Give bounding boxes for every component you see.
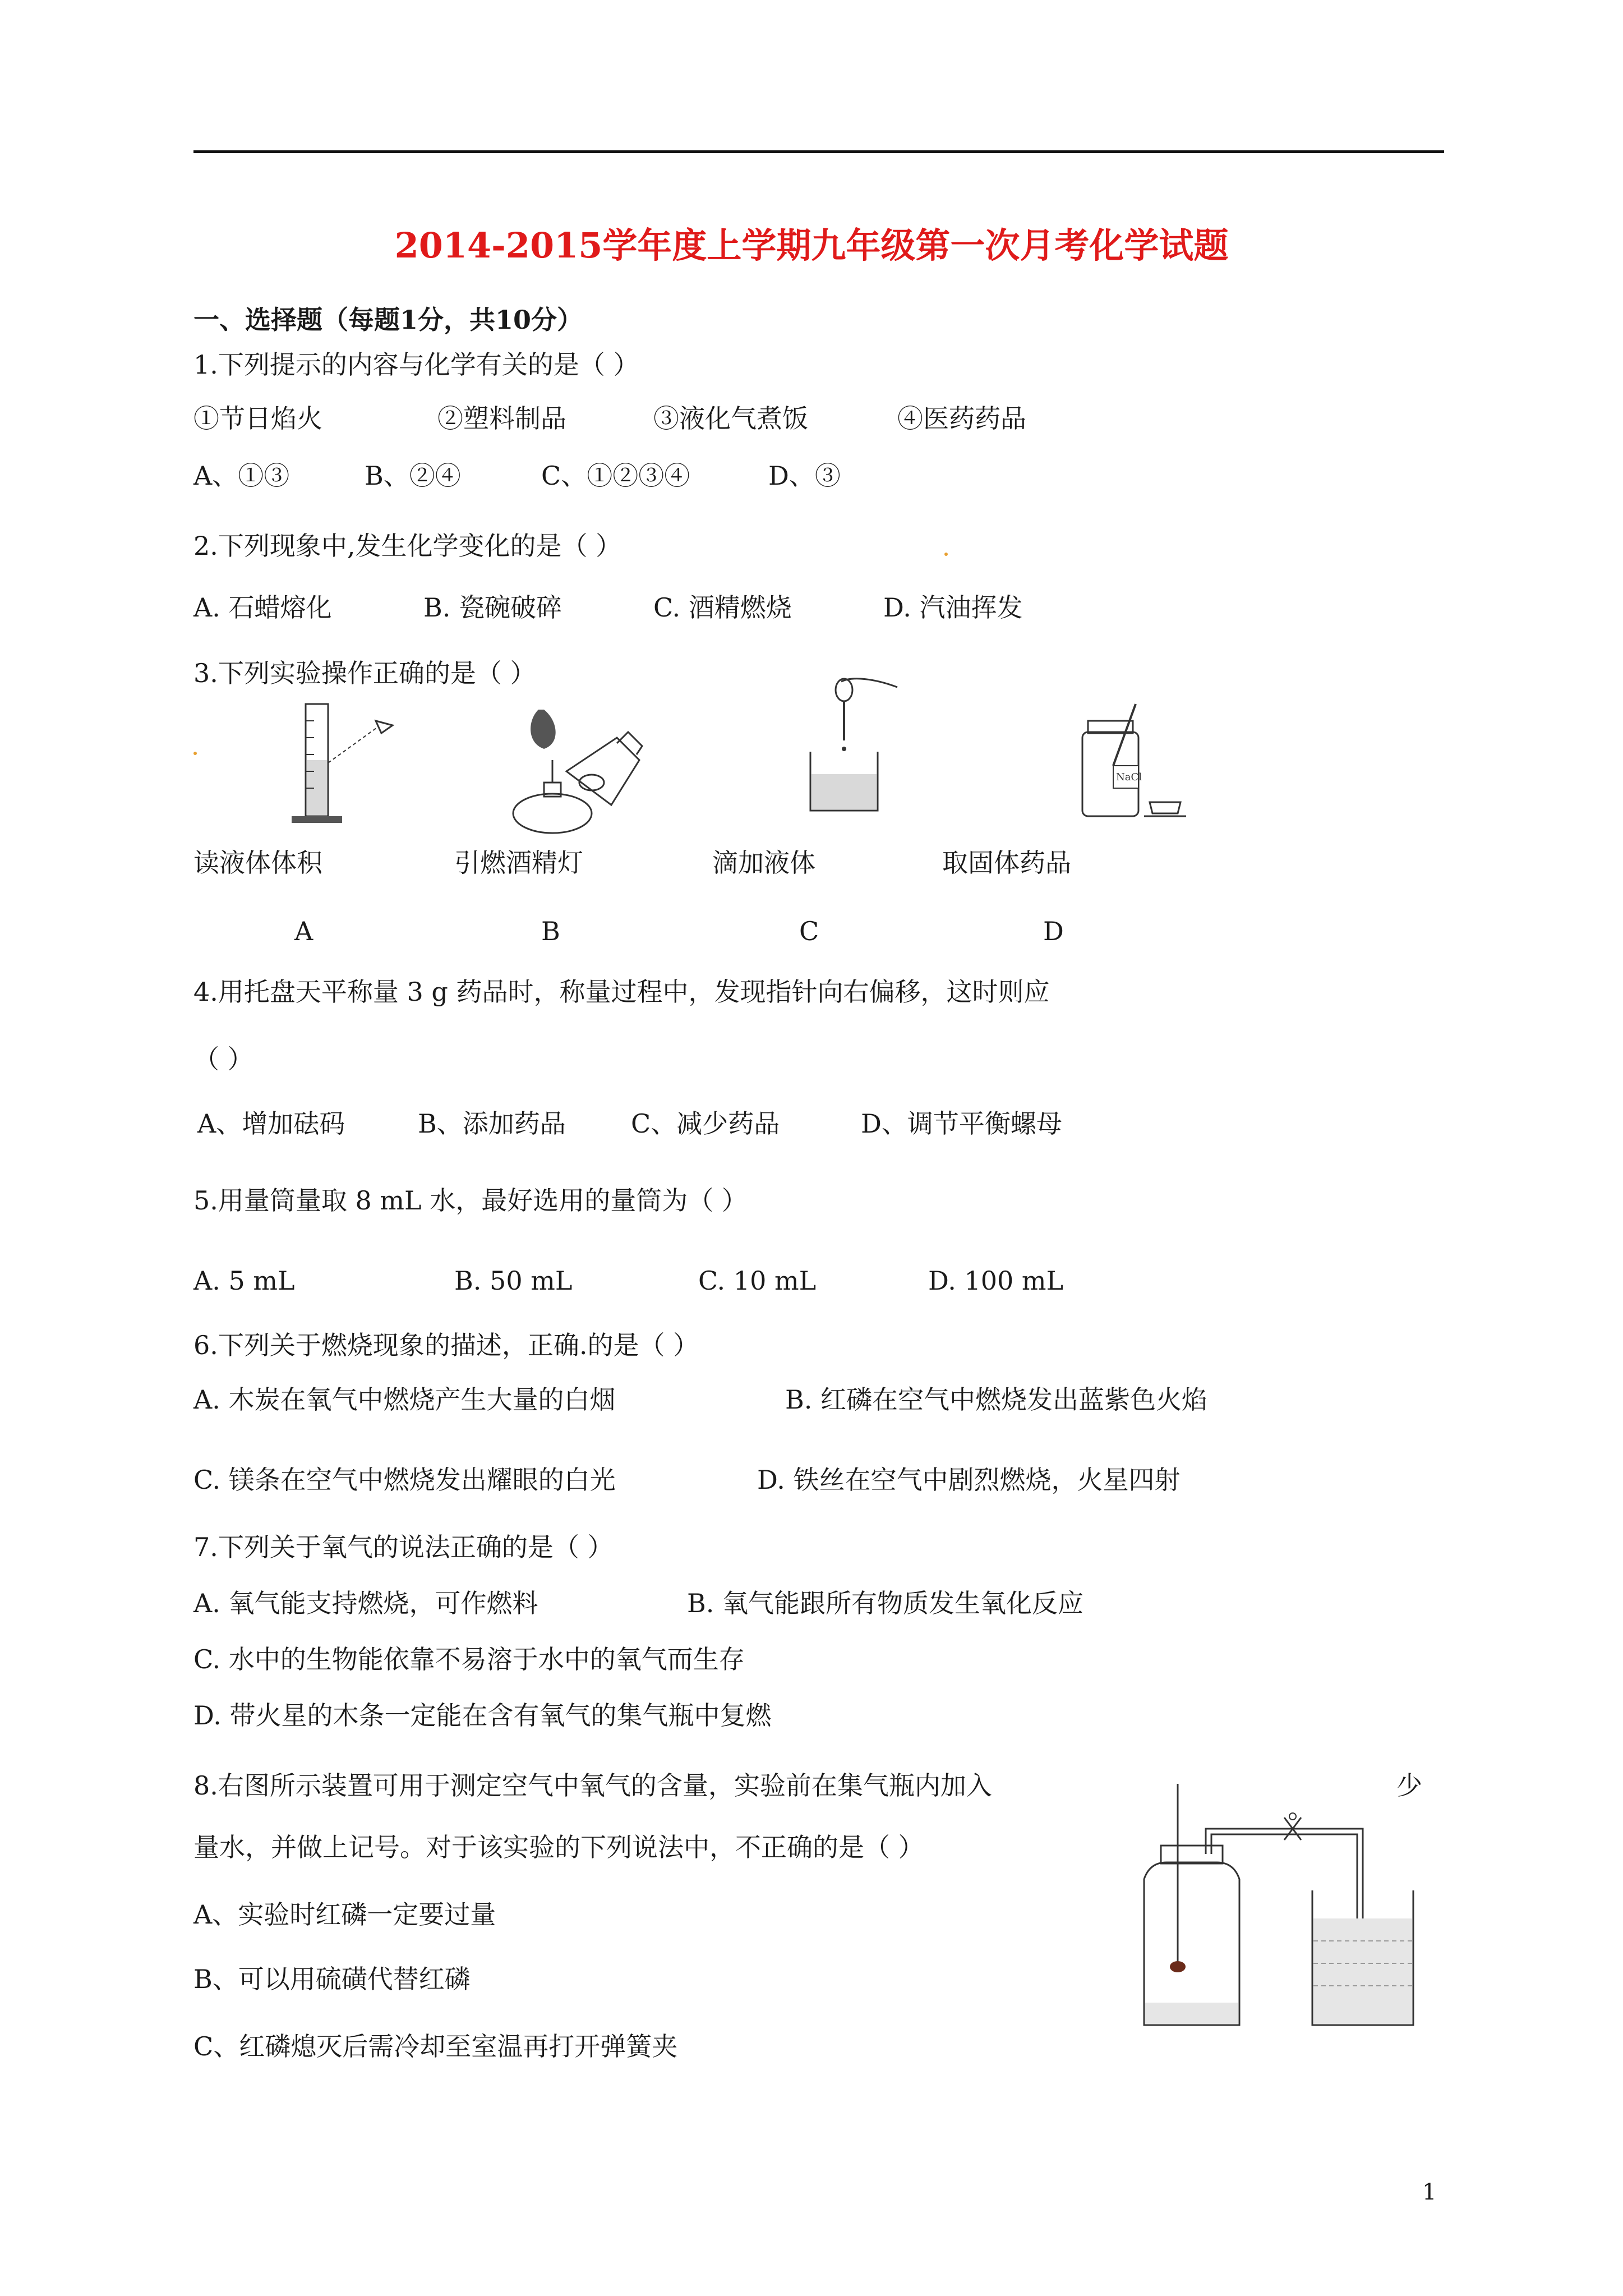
graduated-cylinder-figure: [280, 698, 404, 833]
q7-option-a: A. 氧气能支持燃烧，可作燃料: [193, 1588, 538, 1618]
q5-option-c: C. 10 mL: [698, 1266, 817, 1296]
q4-option-b: B、添加药品: [418, 1108, 566, 1139]
question-1-stem: 1.下列提示的内容与化学有关的是（ ）: [193, 349, 639, 380]
q1-option-c: C、①②③④: [541, 461, 690, 491]
q6-option-a: A. 木炭在氧气中燃烧产生大量的白烟: [193, 1384, 616, 1415]
q5-option-d: D. 100 mL: [928, 1266, 1064, 1296]
section-heading: 一、选择题（每题1分，共10分）: [193, 305, 583, 335]
q1-item-4: ④医药药品: [897, 403, 1026, 434]
q1-item-3: ③液化气煮饭: [653, 403, 808, 434]
question-7-stem: 7.下列关于氧气的说法正确的是（ ）: [193, 1532, 614, 1562]
q1-item-1: ①节日焰火: [193, 403, 322, 434]
question-3-stem: 3.下列实验操作正确的是（ ）: [193, 658, 536, 688]
q6-option-b: B. 红磷在空气中燃烧发出蓝紫色火焰: [785, 1384, 1208, 1415]
q8-option-b: B、可以用硫磺代替红磷: [193, 1964, 471, 1994]
q7-option-d: D. 带火星的木条一定能在含有氧气的集气瓶中复燃: [193, 1700, 772, 1731]
question-2-stem: 2.下列现象中,发生化学变化的是（ ）: [193, 531, 622, 561]
q2-option-b: B. 瓷碗破碎: [423, 592, 562, 623]
dropper-beaker-figure: [796, 673, 914, 819]
q5-option-b: B. 50 mL: [454, 1266, 573, 1296]
solid-reagent-jar-figure: [1071, 698, 1195, 822]
jar-label: NaCl: [1116, 771, 1142, 783]
q1-option-d: D、③: [768, 461, 841, 491]
q2-option-d: D. 汽油挥发: [883, 592, 1023, 623]
q6-option-c: C. 镁条在空气中燃烧发出耀眼的白光: [193, 1465, 616, 1495]
question-6-stem: 6.下列关于燃烧现象的描述，正确.的是（ ）: [193, 1330, 699, 1360]
q3-caption-a: 读液体体积: [193, 848, 322, 878]
q3-caption-b: 引燃酒精灯: [454, 848, 583, 878]
q6-option-d: D. 铁丝在空气中剧烈燃烧，火星四射: [757, 1465, 1181, 1495]
oxygen-content-apparatus-figure: [1133, 1778, 1436, 2036]
q4-option-d: D、调节平衡螺母: [861, 1108, 1062, 1139]
question-4-paren: （ ）: [193, 1044, 253, 1074]
question-4-stem: 4.用托盘天平称量 3 g 药品时，称量过程中，发现指针向右偏移，这时则应: [193, 977, 1050, 1007]
q7-option-b: B. 氧气能跟所有物质发生氧化反应: [687, 1588, 1084, 1618]
q3-caption-d: 取固体药品: [942, 848, 1071, 878]
question-8-stem-tail: 少: [1396, 1770, 1422, 1801]
q4-option-c: C、减少药品: [631, 1108, 780, 1139]
q3-letter-a: A: [294, 916, 313, 946]
q1-option-b: B、②④: [365, 461, 461, 491]
ink-speck: [944, 553, 948, 556]
page-number: 1: [1422, 2179, 1437, 2205]
q1-option-a: A、①③: [193, 461, 290, 491]
q5-option-a: A. 5 mL: [193, 1266, 295, 1296]
q3-letter-b: B: [541, 916, 560, 946]
q2-option-c: C. 酒精燃烧: [653, 592, 792, 623]
question-8-stem-line1: 8.右图所示装置可用于测定空气中氧气的含量，实验前在集气瓶内加入: [193, 1770, 992, 1801]
q8-option-c: C、红磷熄灭后需冷却至室温再打开弹簧夹: [193, 2031, 678, 2062]
q4-option-a: A、增加砝码: [197, 1108, 345, 1139]
page-title: 2014-2015学年度上学期九年级第一次月考化学试题: [394, 225, 1229, 266]
ink-speck: [193, 752, 197, 755]
q3-letter-c: C: [799, 916, 819, 946]
question-5-stem: 5.用量筒量取 8 mL 水，最好选用的量筒为（ ）: [193, 1185, 748, 1216]
q2-option-a: A. 石蜡熔化: [193, 592, 332, 623]
question-8-stem-line2: 量水，并做上记号。对于该实验的下列说法中，不正确的是（ ）: [193, 1832, 924, 1862]
q3-caption-c: 滴加液体: [712, 848, 815, 878]
q8-option-a: A、实验时红磷一定要过量: [193, 1899, 496, 1930]
q1-item-2: ②塑料制品: [437, 403, 566, 434]
q7-option-c: C. 水中的生物能依靠不易溶于水中的氧气而生存: [193, 1644, 745, 1674]
alcohol-lamp-figure: [505, 698, 651, 844]
q3-letter-d: D: [1043, 916, 1064, 946]
header-rule: [193, 150, 1444, 153]
